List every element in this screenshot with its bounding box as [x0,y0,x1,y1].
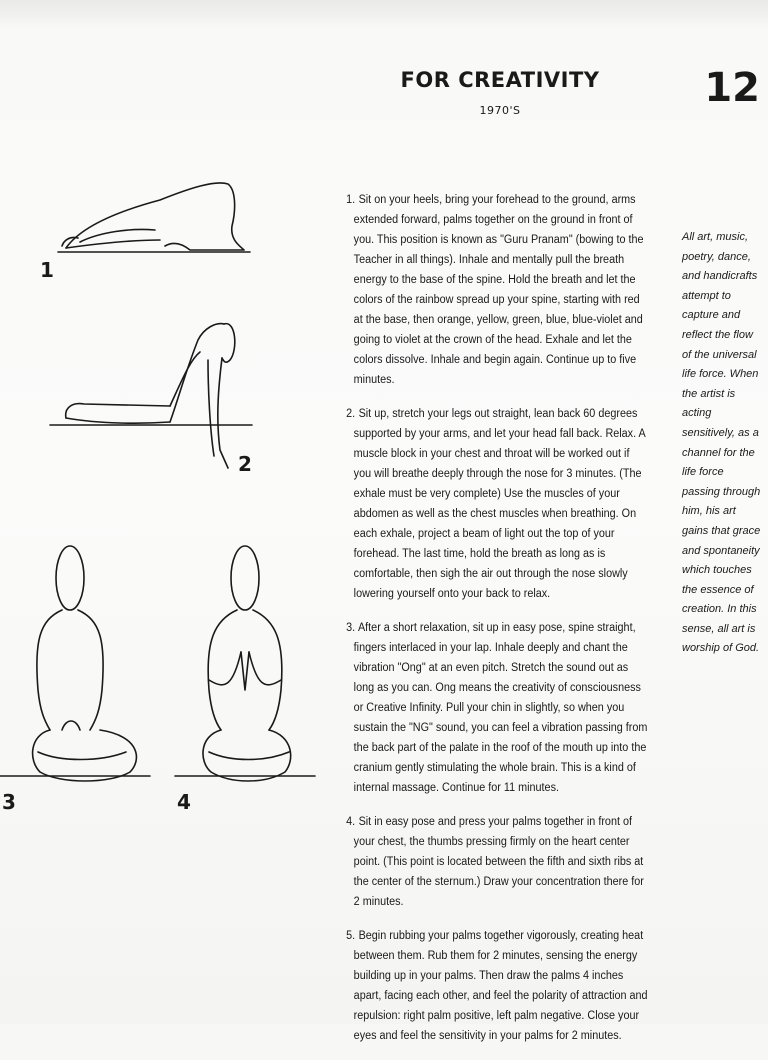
figure-2-label: 2 [238,452,252,476]
step-number: 5. [346,930,356,942]
step-2 [333,404,649,604]
step-number: 1. [346,194,356,206]
lean-back-pose-icon [40,300,260,480]
sidebar-quote: All art, music, poetry, dance, and handicrafts attempt to capture and reflect the flow of the universal life force. When the artist is acting sensitively, as a channel for the life force passing through him, his art gains that grace and spontaneity which touches the essence of creation. In this sense, all art is worship of God. [682,231,761,655]
instructions-list [333,190,649,1060]
step-text: After a short relaxation, sit up in easy pose, spine straight, fingers interlaced in your lap. Inhale deeply and chant the vibration "Ong" at an even pitch. Stretch the sound out as long as you can. Ong means the creativity of consciousness or Creative Infinity. Pull your chin in slightly, so when you sustain the "NG" sound, you can feel a vibration passing from the back part of the palate in the roof of the mouth up into the cranium gently stimulating the whole brain. This is a kind of internal massage. Continue for 11 minutes. [353,622,648,794]
figure-2 [40,300,260,480]
easy-pose-palms-together-icon [175,540,315,800]
step-1 [333,190,649,390]
step-5 [333,926,649,1046]
step-text: Sit on your heels, bring your forehead to the ground, arms extended forward, palms together on the ground in front of you. This position is known as "Guru Pranam" (bowing to the Teacher in all things). Inhale and mentally pull the breath energy to the base of the spine. Hold the breath and let the colors of the rainbow spread up your spine, starting with red at the base, then orange, yellow, green, blue, blue-violet and going to violet at the crown of the head. Exhale and let the colors dissolve. Inhale and begin again. Continue up to five minutes. [353,194,644,386]
step-number: 3. [346,622,356,634]
step-text: Sit in easy pose and press your palms together in front of your chest, the thumbs pressing firmly on the heart center point. (This point is located between the fifth and sixth ribs at the center of the sternum.) Draw your concentration there for 2 minutes. [353,816,644,908]
guru-pranam-pose-icon [40,170,260,270]
step-4 [333,812,649,912]
figure-1 [40,170,260,282]
easy-pose-hands-in-lap-icon [0,540,170,800]
step-text: Begin rubbing your palms together vigorously, creating heat between them. Rub them for 2 minutes, sensing the energy building up in your palms. Then draw the palms 4 inches apart, facing each other, and feel the polarity of attraction and repulsion: right palm positive, left palm negative. Close your eyes and feel the sensitivity in your palms for 2 minutes. [353,930,648,1042]
figure-3-label: 3 [2,790,16,814]
page-title: FOR CREATIVITY [400,68,600,92]
step-number: 4. [346,816,356,828]
figure-1-label: 1 [40,258,54,282]
page-subtitle: 1970'S [479,104,521,117]
figure-4 [175,540,315,814]
step-3 [333,618,649,798]
figure-4-label: 4 [177,790,191,814]
figure-3 [0,540,170,814]
step-number: 2. [346,408,356,420]
step-text: Sit up, stretch your legs out straight, lean back 60 degrees supported by your arms, and let your head fall back. Relax. A muscle block in your chest and throat will be worked out if you will breathe deeply through the nose for 3 minutes. (The exhale must be very complete) Use the muscles of your abdomen as well as the chest muscles when breathing. On each exhale, project a beam of light out the top of your forehead. The last time, hold the breath as long as is comfortable, then sigh the air out through the nose slowly lowering yourself onto your back to relax. [353,408,646,600]
page-number: 12 [704,65,760,111]
